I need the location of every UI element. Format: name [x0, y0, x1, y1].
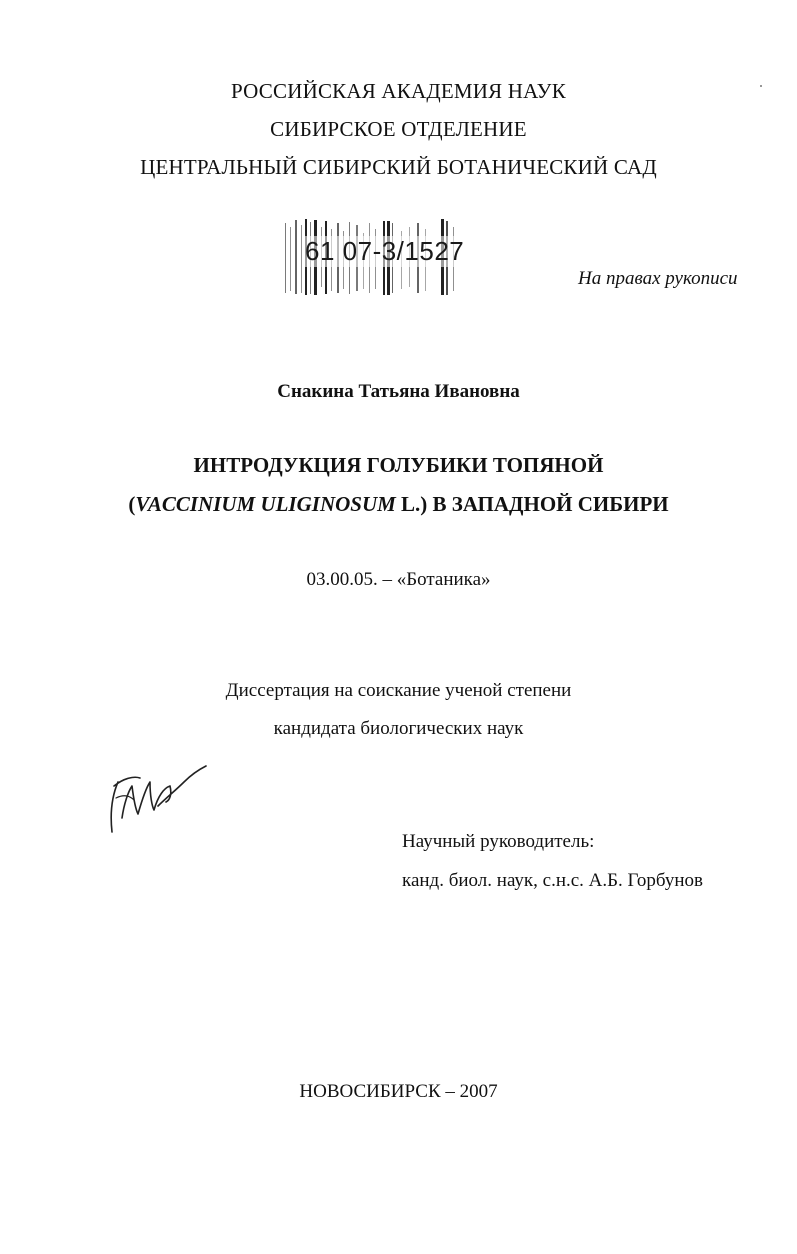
title-paren-open: ( [128, 492, 136, 516]
city-year: НОВОСИБИРСК – 2007 [299, 1081, 498, 1102]
title-line-1: ИНТРОДУКЦИЯ ГОЛУБИКИ ТОПЯНОЙ [193, 453, 604, 477]
supervisor-name: канд. биол. наук, с.н.с. А.Б. Горбунов [402, 870, 703, 891]
institution-line-2: СИБИРСКОЕ ОТДЕЛЕНИЕ [270, 117, 527, 141]
title-line-2-rest: L.) В ЗАПАДНОЙ СИБИРИ [395, 492, 669, 516]
stamp-number: 61 07-3/1527 [305, 236, 465, 266]
specialty-code: 03.00.05. – «Ботаника» [306, 569, 491, 590]
supervisor-label: Научный руководитель: [402, 831, 595, 852]
author-name: Снакина Татьяна Ивановна [277, 381, 520, 402]
rights-note: На правах рукописи [578, 268, 738, 289]
title-line-2 [0, 492, 797, 517]
institution-line-1: РОССИЙСКАЯ АКАДЕМИЯ НАУК [231, 79, 566, 103]
institution-line-3: ЦЕНТРАЛЬНЫЙ СИБИРСКИЙ БОТАНИЧЕСКИЙ САД [140, 155, 657, 179]
dissertation-line-2: кандидата биологических наук [273, 718, 524, 739]
handwritten-signature [100, 758, 210, 838]
title-latin-name: VACCINIUM ULIGINOSUM [135, 492, 396, 516]
dissertation-line-1: Диссертация на соискание ученой степени [225, 680, 572, 701]
